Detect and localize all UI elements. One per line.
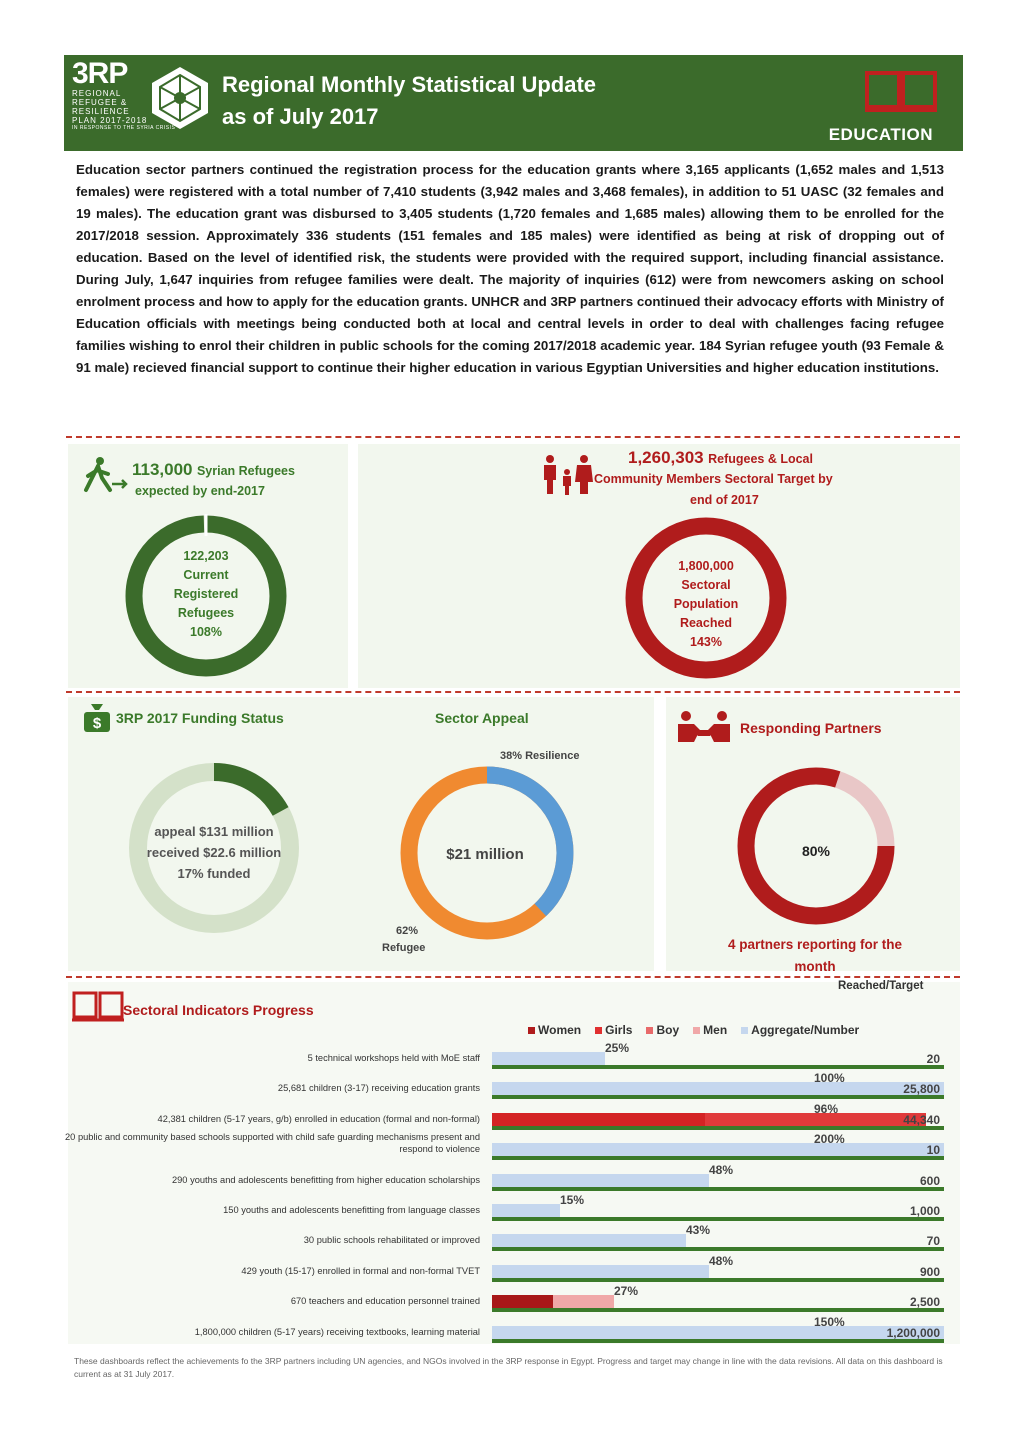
partners-handshake-icon (676, 710, 732, 744)
indicator-label: 5 technical workshops held with MoE staff (307, 1053, 480, 1063)
indicator-percent: 43% (686, 1223, 711, 1238)
indicator-target: 1,000 (909, 1204, 940, 1218)
section-divider (66, 436, 960, 438)
legend-item-women: Women (528, 1023, 581, 1037)
walking-person-icon (82, 456, 128, 494)
funding-donut-label (134, 821, 294, 884)
refugees-percent: 108% (190, 625, 222, 639)
indicator-percent: 48% (709, 1253, 734, 1268)
funding-percent: 17% funded (177, 866, 251, 881)
community-center-line: Population (673, 597, 739, 611)
logo-line: REGIONAL (72, 89, 122, 98)
indicator-target: 900 (919, 1264, 940, 1279)
funding-received: received $22.6 million (146, 845, 282, 860)
indicator-bar (492, 1174, 709, 1187)
logo-tagline: IN RESPONSE TO THE SYRIA CRISIS (72, 125, 176, 131)
indicator-label: 290 youths and adolescents benefitting from higher education scholarships (171, 1174, 480, 1185)
indicator-label: 25,681 children (3-17) receiving education grants (277, 1083, 480, 1094)
indicator-percent: 200% (814, 1132, 845, 1147)
indicator-label: 42,381 children (5-17 years, g/b) enrolled in education (formal and non-formal) (157, 1113, 480, 1124)
indicator-target: 10 (926, 1143, 940, 1158)
indicator-bar (492, 1052, 605, 1065)
legend-item-boy: Boy (646, 1023, 679, 1037)
refugees-registered: 122,203 (183, 549, 229, 563)
community-donut-label (644, 557, 768, 652)
appeal-title: Sector Appeal (435, 710, 529, 726)
refugees-label2: expected by end-2017 (135, 484, 265, 498)
community-center-line: Sectoral (681, 578, 731, 592)
logo-main: 3RP (72, 57, 128, 90)
funding-appeal: appeal $131 million (154, 824, 274, 839)
partners-percent: 80% (801, 843, 831, 859)
indicator-percent: 100% (814, 1071, 845, 1086)
community-percent: 143% (690, 635, 722, 649)
book-icon (72, 990, 124, 1022)
indicator-target: 2,500 (909, 1295, 940, 1310)
refugees-center-line: Refugees (177, 606, 235, 620)
title-line1: Regional Monthly Statistical Update (222, 72, 597, 97)
indicator-label: 20 public and community based schools supported with child safe guarding mechanisms present and respond to violence (65, 1132, 480, 1155)
legend-item-aggregate: Aggregate/Number (741, 1023, 859, 1037)
indicator-target: 1,200,000 (886, 1325, 940, 1340)
partners-caption-line2: month (794, 959, 836, 974)
appeal-amount: $21 million (446, 846, 524, 863)
refugees-label1: Syrian Refugees (196, 464, 295, 478)
book-icon (864, 67, 938, 113)
indicator-percent: 15% (560, 1193, 585, 1207)
appeal-refugee-label (382, 923, 426, 957)
indicator-target: 600 (919, 1173, 940, 1188)
indicator-target: 70 (926, 1234, 940, 1249)
refugees-center-line: Current (183, 568, 229, 582)
page-title (222, 69, 596, 133)
community-population: 1,800,000 (678, 559, 734, 573)
money-bag-icon (82, 702, 112, 734)
refugees-number: 113,000 (132, 460, 193, 479)
refugees-center-line: Registered (173, 587, 239, 601)
family-icon (540, 454, 594, 496)
indicator-label: 30 public schools rehabilitated or improved (303, 1235, 480, 1246)
community-kpi (628, 448, 813, 468)
appeal-refugee-pct: 62% (396, 925, 419, 937)
indicator-bar (492, 1265, 709, 1278)
logo-line: RESILIENCE (72, 107, 130, 116)
community-label1: Refugees & Local (708, 452, 813, 466)
indicators-legend (528, 1023, 859, 1037)
footnote: These dashboards reflect the achievements fo the 3RP partners including UN agencies, and NGOs involved in the 3RP response in Egypt. Progress and target may change in line with the data revisions. All data on this dashboard is current as at 31 July 2017. (74, 1356, 943, 1379)
svg-text:$: $ (92, 715, 102, 732)
section-divider (66, 691, 960, 693)
intro-paragraph: Education sector partners continued the registration process for the education grants where 3,165 applicants (1,652 males and 1,513 females) were registered with a total number of 7,410 students (3,942 males and 3,468 females), in addition to 51 UASC (32 females and 19 males). The education grant was disbursed to 3,405 students (1,720 females and 1,685 males) allowing them to be enrolled for the 2017/2018 session. Approximately 336 students (151 females and 185 males) were identified as being at risk of dropping out of education. Based on the level of identified risk, the students were provided with the required support, including financial assistance. During July, 1,647 inquiries from refugee families were dealt. The majority of inquiries (612) were from newcomers asking on school enrolment process and how to apply for the education grants. UNHCR and 3RP partners continued their advocacy efforts with Ministry of Education officials with meetings being conducted both at local and central levels in order to deal with challenges facing refugee families wishing to enrol their children in public schools for the coming 2017/2018 academic year. 184 Syrian refugee youth (93 Female & 91 male) recieved financial support to continue their higher education in various Egyptian Universities and higher education institutions. (76, 162, 944, 375)
partners-title: Responding Partners (740, 720, 882, 736)
logo-line: PLAN 2017-2018 (72, 116, 148, 125)
sector-name: EDUCATION (828, 125, 933, 144)
indicator-bar-women (492, 1295, 553, 1308)
indicator-label: 150 youths and adolescents benefitting from language classes (223, 1205, 480, 1215)
emblem-icon (148, 65, 212, 131)
community-center-line: Reached (679, 616, 733, 630)
indicator-percent: 96% (814, 1101, 839, 1116)
indicator-label: 1,800,000 children (5-17 years) receiving textbooks, learning material (194, 1326, 480, 1337)
logo-line: REFUGEE & (72, 98, 128, 107)
indicator-percent: 150% (814, 1314, 845, 1329)
indicator-bar (492, 1204, 560, 1217)
indicator-percent: 27% (614, 1284, 639, 1299)
partners-caption (690, 934, 940, 978)
header-banner (64, 55, 963, 151)
indicator-target: 25,800 (903, 1082, 940, 1097)
indicator-percent: 48% (709, 1162, 734, 1177)
indicator-target: 44,340 (903, 1112, 940, 1127)
indicator-percent: 25% (605, 1041, 630, 1055)
community-label2: Community Members Sectoral Target by (594, 472, 833, 486)
indicator-target: 20 (926, 1052, 940, 1066)
indicator-bar (492, 1234, 686, 1247)
indicator-bar-men (553, 1295, 614, 1308)
appeal-resilience-label: 38% Resilience (500, 750, 580, 762)
community-number: 1,260,303 (628, 448, 704, 467)
section-divider (66, 976, 960, 978)
refugees-donut-label (144, 547, 268, 642)
legend-item-men: Men (693, 1023, 727, 1037)
reached-target-label: Reached/Target (838, 980, 924, 992)
appeal-refugee-text: Refugee (382, 942, 426, 954)
indicator-label: 670 teachers and education personnel trained (290, 1296, 480, 1307)
indicator-label: 429 youth (15-17) enrolled in formal and non-formal TVET (241, 1265, 480, 1276)
partners-caption-line1: 4 partners reporting for the (727, 937, 903, 952)
funding-title: 3RP 2017 Funding Status (116, 710, 284, 726)
refugees-kpi (132, 460, 295, 480)
legend-item-girls: Girls (595, 1023, 632, 1037)
community-label3: end of 2017 (690, 493, 759, 507)
title-line2: as of July 2017 (222, 104, 379, 129)
indicator-bar-girls (492, 1113, 705, 1126)
indicators-title: Sectoral Indicators Progress (123, 1002, 314, 1018)
